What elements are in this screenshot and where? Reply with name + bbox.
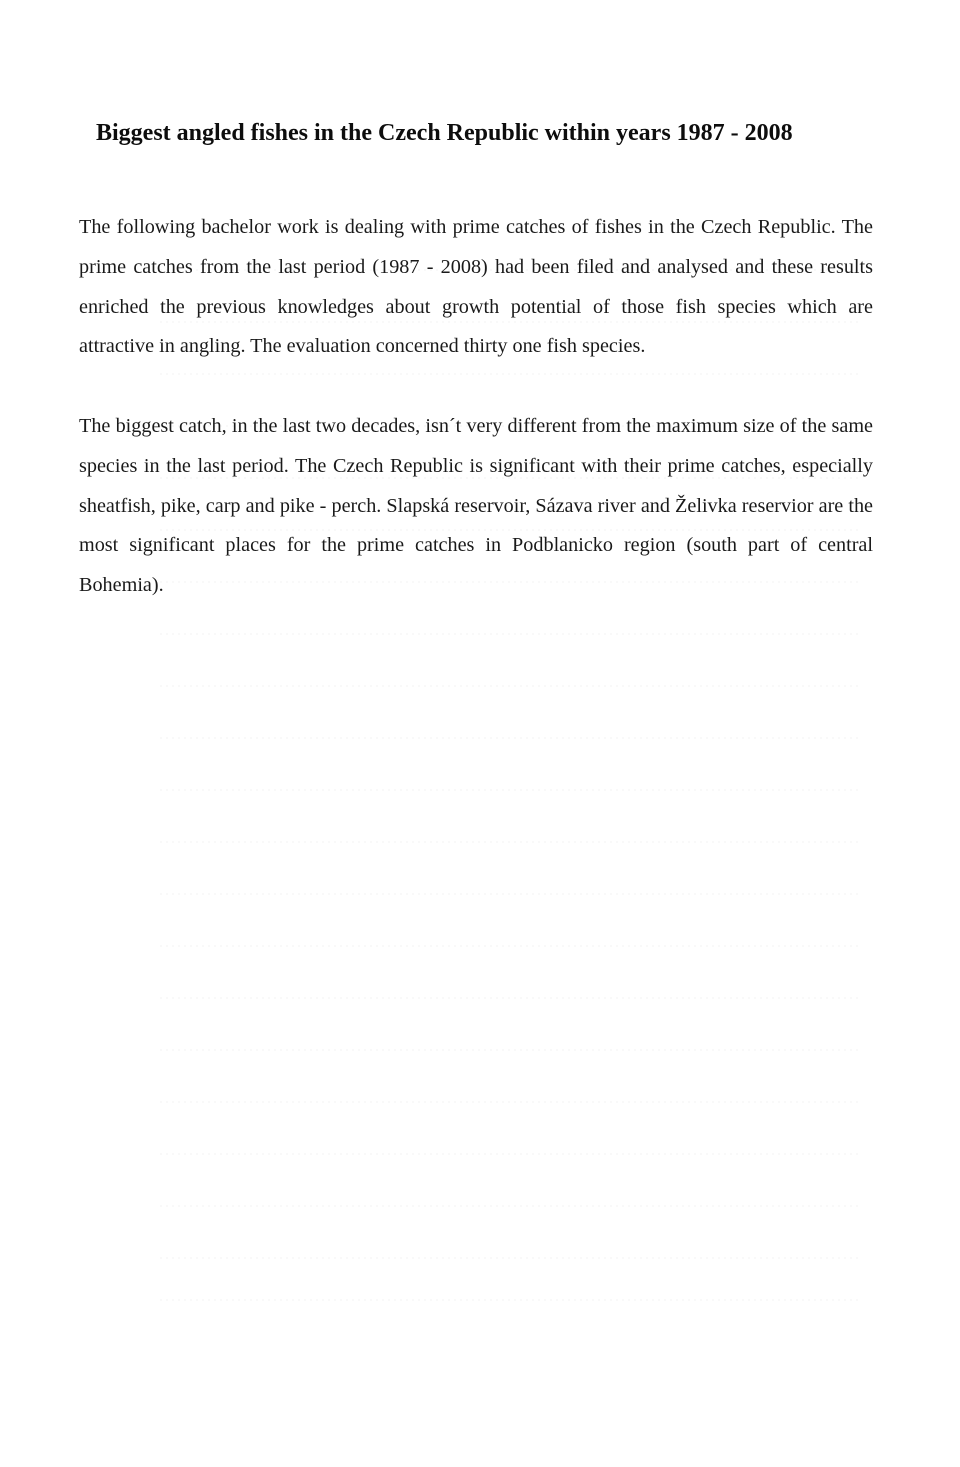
abstract-paragraph-1: The following bachelor work is dealing with prime catches of fishes in the Czech Republic. The prime catches from the last period (1987 - 2008) had been filed and analysed and these results enriched the previous knowledges about growth potential of those fish species which are attractive in angling. The evaluation concerned thirty one fish species. (79, 216, 873, 358)
abstract-paragraph-2: The biggest catch, in the last two decades, isn´t very different from the maximum size of the same species in the last period. The Czech Republic is significant with their prime catches, especially sheatfish, pike, carp and pike - perch. Slapská reservoir, Sázava river and Želivka reservior are the most significant places for the prime catches in Podblanicko region (south part of central Bohemia). (79, 415, 873, 597)
document-title: Biggest angled fishes in the Czech Republic within years 1987 - 2008 (96, 120, 793, 146)
